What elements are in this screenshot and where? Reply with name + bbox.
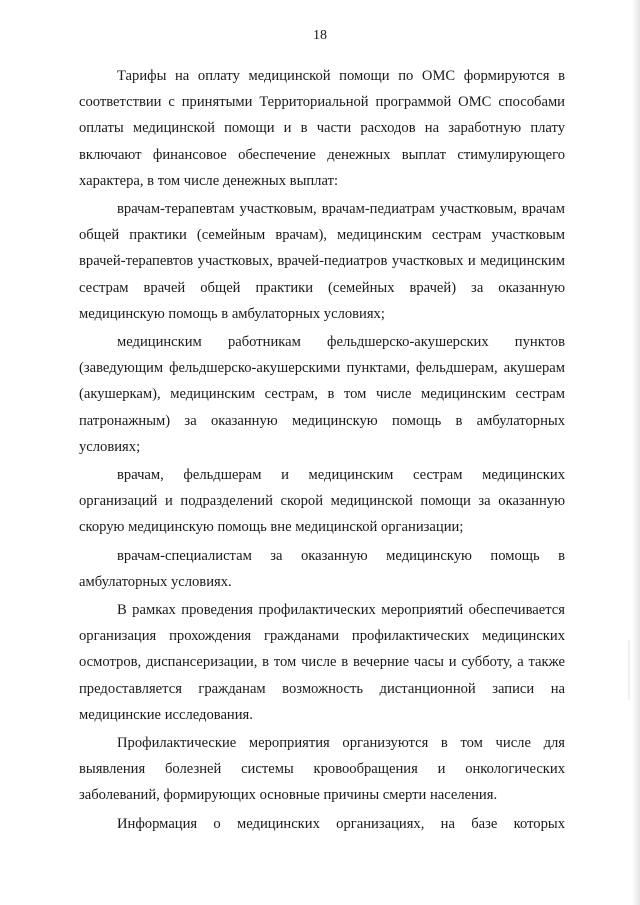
paragraph-therapists: врачам-терапевтам участковым, врачам-педиатрам участковым, врачам общей практики (семейным врачам), медицинским сестрам участковым врачей-терапевтов участковых, врачей-педиатров участковых и медицинским сестрам врачей общей практики (семейных врачей) за оказанную медицинскую помощь в амбулаторных условиях;: [79, 201, 565, 322]
paragraph-medical-organizations: Информация о медицинских организациях, на базе которых: [117, 815, 565, 832]
paragraph-feldsher-stations: медицинским работникам фельдшерско-акушерских пунктов (заведующим фельдшерско-акушерскими пунктами, фельдшерам, акушерам (акушеркам), медицинским сестрам, в том числе медицинским сестрам патронажным) за оказанную медицинскую помощь в амбулаторных условиях;: [79, 334, 565, 455]
paragraph-specialists: врачам-специалистам за оказанную медицинскую помощь в амбулаторных условиях.: [79, 547, 565, 590]
scan-edge-shadow: [632, 0, 640, 905]
document-body: [79, 63, 565, 837]
paragraph-tariffs: Тарифы на оплату медицинской помощи по ОМС формируются в соответствии с принятыми Территориальной программой ОМС способами оплаты медицинской помощи и в части расходов на заработную плату включают финансовое обеспечение денежных выплат стимулирующего характера, в том числе денежных выплат:: [79, 68, 565, 189]
paragraph-preventive-measures: Профилактические мероприятия организуются в том числе для выявления болезней системы кровообращения и онкологических заболеваний, формирующих основные причины смерти населения.: [79, 735, 565, 804]
paragraph-preventive-organization: В рамках проведения профилактических мероприятий обеспечивается организация прохождения гражданами профилактических медицинских осмотров, диспансеризации, в том числе в вечерние часы и субботу, а также предоставляется гражданам возможность дистанционной записи на медицинские исследования.: [79, 602, 565, 723]
scan-artifact: [628, 640, 630, 700]
paragraph-emergency-care: врачам, фельдшерам и медицинским сестрам медицинских организаций и подразделений скорой медицинской помощи за оказанную скорую медицинскую помощь вне медицинской организации;: [79, 467, 565, 536]
page-number: 18: [313, 28, 327, 43]
